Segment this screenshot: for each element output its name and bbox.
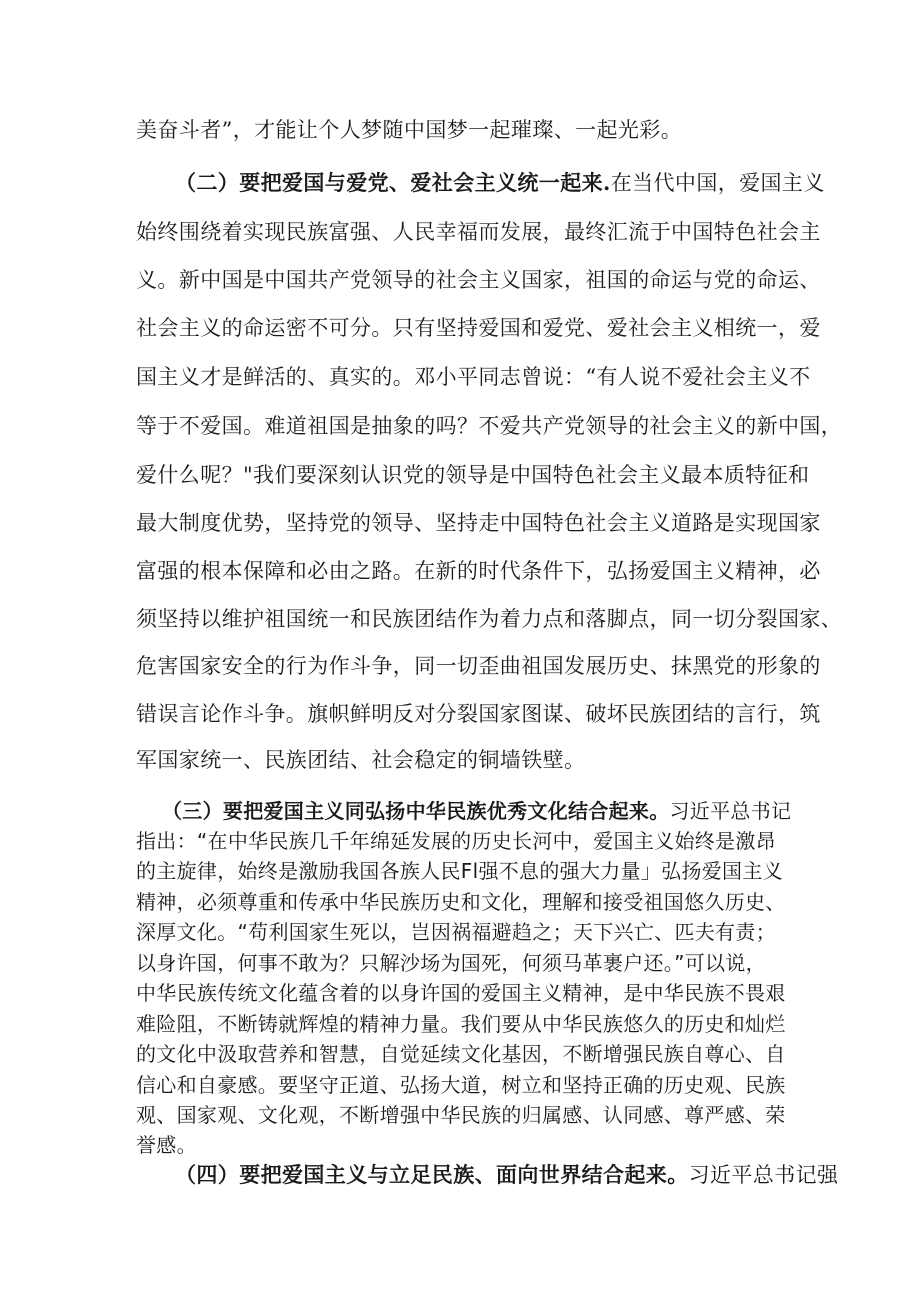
paragraph-line: 义。新中国是中国共产党领导的社会主义国家，祖国的命运与党的命运、 (136, 268, 821, 292)
section-heading: （三）要把爱国主义同弘扬中华民族优秀文化结合起来。 (162, 799, 670, 823)
paragraph-line: 深厚文化。“苟利国家生死以，岂因祸福避趋之；天下兴亡、匹夫有责； (136, 920, 776, 944)
paragraph-line: 富强的根本保障和必由之路。在新的时代条件下，弘扬爱国主义精神，必 (136, 559, 821, 583)
section-heading-line: （四）要把爱国主义与立足民族、面向世界结合起来。习近平总书记强 (175, 1162, 839, 1187)
paragraph-line: 等于不爱国。难道祖国是抽象的吗？不爱共产党领导的社会主义的新中国， (136, 414, 843, 438)
paragraph-line: 美奋斗者”，才能让个人梦随中国梦一起璀璨、一起光彩。 (136, 118, 683, 142)
paragraph-line: 的文化中汲取营养和智慧，自觉延续文化基因，不断增强民族自尊心、自 (136, 1042, 786, 1066)
paragraph-line: 危害国家安全的行为作斗争，同一切歪曲祖国发展历史、抹黑党的形象的 (136, 654, 821, 678)
paragraph-line: 指出：“在中华民族几千年绵延发展的历史长河中，爱国主义始终是激昂 (136, 829, 776, 853)
paragraph-line: 须坚持以维护祖国统一和民族团结作为着力点和落脚点，同一切分裂国家、 (136, 607, 843, 631)
section-heading: （二）要把爱国与爱党、爱社会主义统一起来. (175, 170, 611, 195)
paragraph-line: 最大制度优势，坚持党的领导、坚持走中国特色社会主义道路是实现国家 (136, 511, 821, 535)
paragraph-line: 社会主义的命运密不可分。只有坚持爱国和爱党、爱社会主义相统一，爱 (136, 316, 821, 340)
paragraph-line: 观、国家观、文化观，不断增强中华民族的归属感、认同感、尊严感、荣 (136, 1103, 786, 1127)
paragraph-line: 信心和自豪感。要坚守正道、弘扬大道，树立和坚持正确的历史观、民族 (136, 1073, 786, 1097)
paragraph-line: 军国家统一、民族团结、社会稳定的铜墙铁壁。 (136, 748, 586, 772)
paragraph-line: 难险阻，不断铸就辉煌的精神力量。我们要从中华民族悠久的历史和灿烂 (136, 1012, 786, 1036)
paragraph-line: 始终围绕着实现民族富强、人民幸福而发展，最终汇流于中国特色社会主 (136, 220, 821, 244)
paragraph-line: 中华民族传统文化蕴含着的以身许国的爱国主义精神，是中华民族不畏艰 (136, 981, 786, 1005)
paragraph-line: 爱什么呢？"我们要深刻认识党的领导是中国特色社会主义最本质特征和 (136, 463, 810, 487)
paragraph-line: 错误言论作斗争。旗帜鲜明反对分裂国家图谋、破坏民族团结的言行，筑 (136, 702, 821, 726)
paragraph-line: 的主旋律，始终是激励我国各族人民Fl强不息的强大力量」弘扬爱国主义 (136, 859, 783, 883)
section-heading: （四）要把爱国主义与立足民族、面向世界结合起来。 (175, 1162, 689, 1187)
section-heading-line: （三）要把爱国主义同弘扬中华民族优秀文化结合起来。习近平总书记 (162, 799, 792, 823)
section-heading-line: （二）要把爱国与爱党、爱社会主义统一起来.在当代中国，爱国主义 (175, 170, 825, 195)
paragraph-line: 以身许国，何事不敢为？只解沙场为国死，何须马革裹户还。”可以说， (136, 951, 766, 975)
paragraph-line: 精神，必须尊重和传承中华民族历史和文化，理解和接受祖国悠久历史、 (136, 890, 786, 914)
paragraph-line: 誉感。 (136, 1133, 197, 1157)
paragraph-line: 国主义才是鲜活的、真实的。邓小平同志曾说：“有人说不爱社会主义不 (136, 365, 811, 389)
